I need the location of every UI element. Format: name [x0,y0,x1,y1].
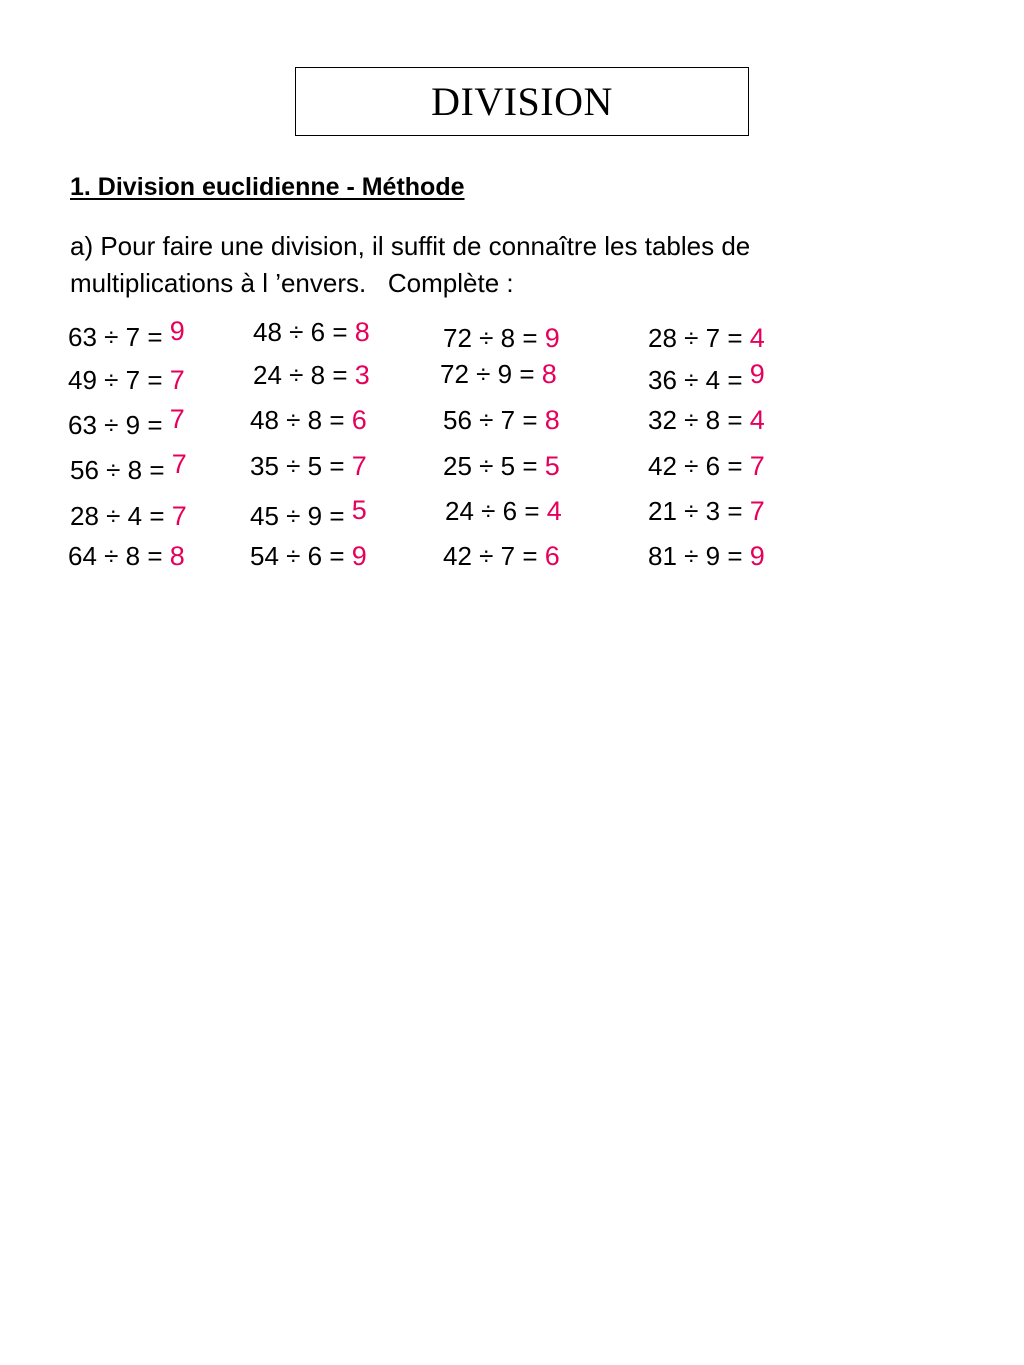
exercise-item [443,451,560,481]
exercise-answer: 3 [354,360,370,390]
instructions [70,228,930,302]
exercise-expression: 32 ÷ 8 = [648,405,750,435]
exercise-answer: 4 [546,496,562,526]
title-box [295,67,749,136]
instruction-line-2: multiplications à l ’envers. Complète : [70,268,514,298]
exercise-expression: 24 ÷ 6 = [445,496,547,526]
exercise-answer: 8 [544,405,560,435]
exercise-item [68,365,185,395]
exercise-answer: 9 [749,359,765,389]
exercise-answer: 9 [749,541,765,571]
exercise-answer: 5 [351,495,367,525]
exercise-expression: 42 ÷ 6 = [648,451,750,481]
exercise-answer: 7 [351,451,367,481]
exercise-expression: 35 ÷ 5 = [250,451,352,481]
exercise-item [445,496,562,526]
exercise-answer: 9 [169,316,185,346]
exercise-answer: 9 [544,323,560,353]
exercise-answer: 7 [749,451,765,481]
exercise-expression: 54 ÷ 6 = [250,541,352,571]
exercise-expression: 21 ÷ 3 = [648,496,750,526]
instruction-line-1: a) Pour faire une division, il suffit de connaître les tables de [70,231,751,261]
section-heading: 1. Division euclidienne - Méthode [70,173,465,201]
exercise-expression: 25 ÷ 5 = [443,451,545,481]
exercise-expression: 42 ÷ 7 = [443,541,545,571]
exercise-item [648,496,765,526]
exercise-expression: 56 ÷ 7 = [443,405,545,435]
exercise-expression: 72 ÷ 9 = [440,359,542,389]
exercise-item [648,451,765,481]
exercise-item [68,541,185,571]
exercise-item [648,405,765,435]
exercise-expression: 36 ÷ 4 = [648,365,750,395]
exercise-item [70,501,187,531]
exercise-answer: 4 [749,323,765,353]
exercise-expression: 45 ÷ 9 = [250,501,352,531]
exercise-expression: 49 ÷ 7 = [68,365,170,395]
exercise-item [250,405,367,435]
exercise-item [443,323,560,353]
exercise-item [68,316,185,352]
exercise-answer: 8 [169,541,185,571]
exercise-answer: 7 [169,365,185,395]
exercise-expression: 48 ÷ 6 = [253,317,355,347]
exercise-item [648,541,765,571]
exercise-answer: 8 [541,359,557,389]
exercise-expression: 64 ÷ 8 = [68,541,170,571]
exercise-expression: 63 ÷ 7 = [68,322,170,352]
exercise-answer: 6 [544,541,560,571]
exercise-item [70,449,187,485]
exercise-expression: 48 ÷ 8 = [250,405,352,435]
exercise-item [648,323,765,353]
exercise-item [648,359,765,395]
exercise-expression: 72 ÷ 8 = [443,323,545,353]
exercise-answer: 7 [169,404,185,434]
exercise-expression: 28 ÷ 7 = [648,323,750,353]
page-title: DIVISION [431,79,613,124]
exercise-answer: 6 [351,405,367,435]
exercise-answer: 7 [171,501,187,531]
exercise-answer: 7 [749,496,765,526]
exercise-answer: 7 [171,449,187,479]
exercise-item [68,404,185,440]
exercise-expression: 63 ÷ 9 = [68,410,170,440]
exercise-item [440,359,557,389]
exercise-item [443,405,560,435]
exercise-answer: 8 [354,317,370,347]
exercise-expression: 24 ÷ 8 = [253,360,355,390]
exercise-item [250,541,367,571]
exercise-item [250,451,367,481]
exercise-answer: 9 [351,541,367,571]
exercise-answer: 5 [544,451,560,481]
exercise-item [250,495,367,531]
exercise-expression: 28 ÷ 4 = [70,501,172,531]
exercise-item [443,541,560,571]
exercise-answer: 4 [749,405,765,435]
exercise-expression: 56 ÷ 8 = [70,455,172,485]
exercise-expression: 81 ÷ 9 = [648,541,750,571]
exercise-item [253,317,370,347]
exercise-item [253,360,370,390]
